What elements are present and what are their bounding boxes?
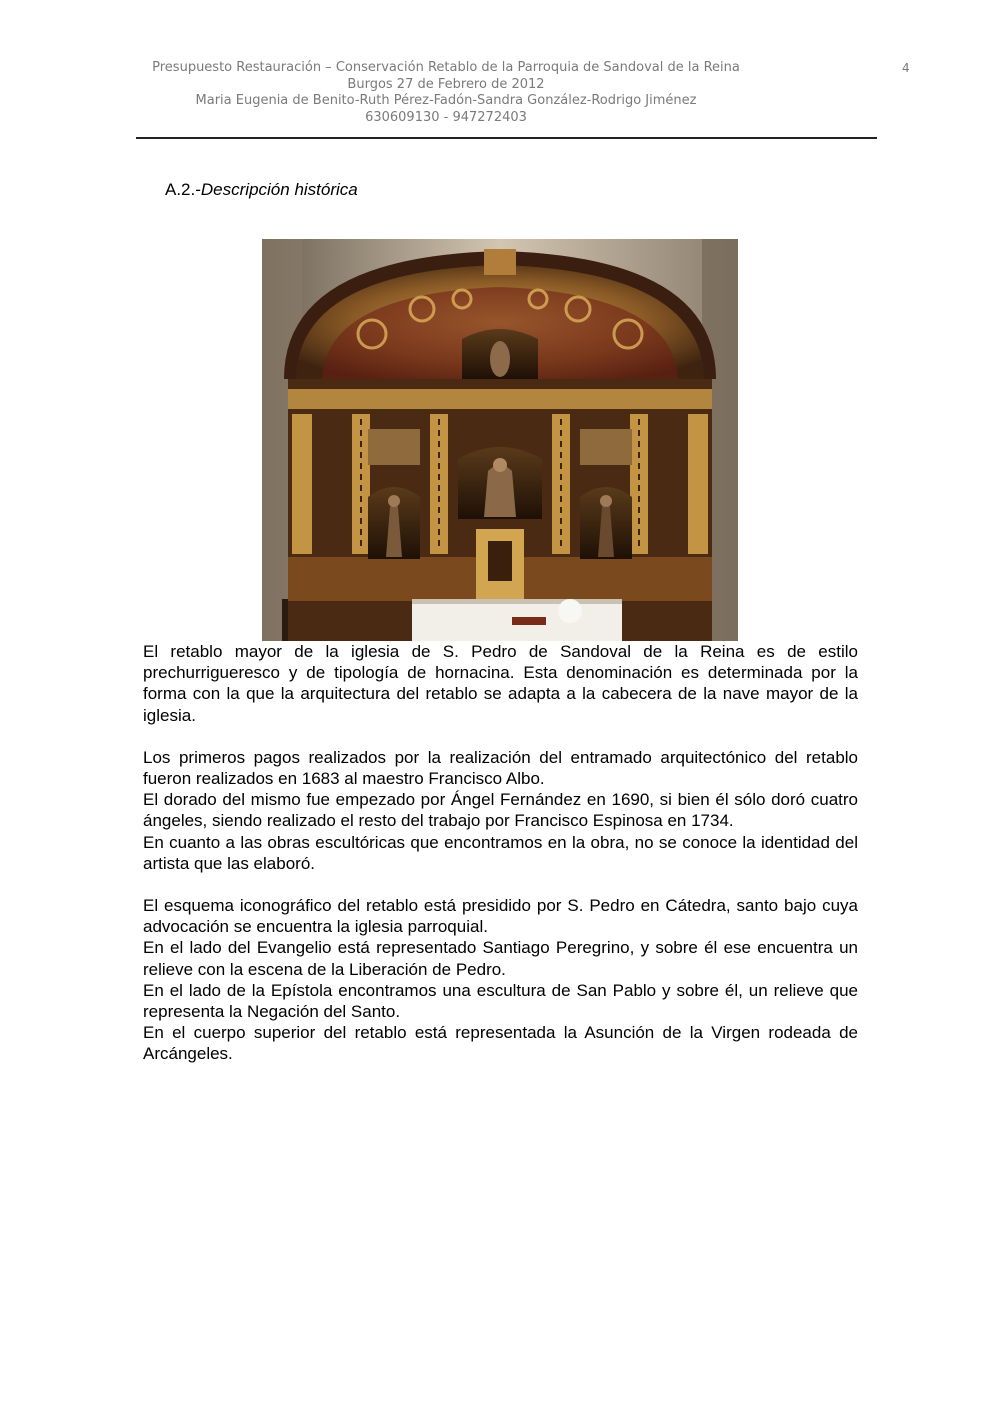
body-text [143, 641, 858, 1065]
paragraph-gospel-side: En el lado del Evangelio está representado Santiago Peregrino, y sobre él ese encuentra un relieve con la escena de la Liberación de Pedro. [143, 938, 858, 979]
header-title: Presupuesto Restauración – Conservación Retablo de la Parroquia de Sandoval de la Reina [152, 60, 740, 75]
paragraph-sculptures: En cuanto a las obras escultóricas que encontramos en la obra, no se conoce la identidad del artista que las elaboró. [143, 832, 858, 873]
paragraph-gap [143, 874, 858, 895]
section-heading: Descripción histórica [200, 180, 358, 199]
paragraph-epistle-side: En el lado de la Epístola encontramos una escultura de San Pablo y sobre él, un relieve que representa la Negación del Santo. [143, 980, 858, 1022]
header-divider [136, 137, 877, 139]
header-phones: 630609130 - 947272403 [365, 109, 527, 125]
header-authors: Maria Eugenia de Benito-Ruth Pérez-Fadón-Sandra González-Rodrigo Jiménez [195, 93, 697, 108]
page-number: 4 [902, 61, 910, 75]
section-title [165, 180, 358, 200]
paragraph-gap [143, 726, 858, 747]
page-header [136, 60, 756, 126]
paragraph-style: El retablo mayor de la iglesia de S. Pedro de Sandoval de la Reina es de estilo prechurrigueresco y de tipología de hornacina. Esta denominación es determinada por la forma con la que la arquitectura del retablo se adapta a la cabecera de la nave mayor de la iglesia. [143, 642, 858, 725]
paragraph-gilding: El dorado del mismo fue empezado por Ángel Fernández en 1690, si bien él sólo doró cuatro ángeles, siendo realizado el resto del trabajo por Francisco Espinosa en 1734. [143, 790, 858, 831]
paragraph-upper-body: En el cuerpo superior del retablo está representada la Asunción de la Virgen rodeada de Arcángeles. [143, 1023, 858, 1064]
paragraph-iconography: El esquema iconográfico del retablo está presidido por S. Pedro en Cátedra, santo bajo cuya advocación se encuentra la iglesia parroquial. [143, 896, 858, 937]
section-number: A.2.- [165, 180, 201, 199]
header-date: Burgos 27 de Febrero de 2012 [347, 76, 545, 92]
paragraph-payments: Los primeros pagos realizados por la realización del entramado arquitectónico del retablo fueron realizados en 1683 al maestro Francisco Albo. [143, 747, 858, 789]
altarpiece-photo [262, 239, 738, 641]
